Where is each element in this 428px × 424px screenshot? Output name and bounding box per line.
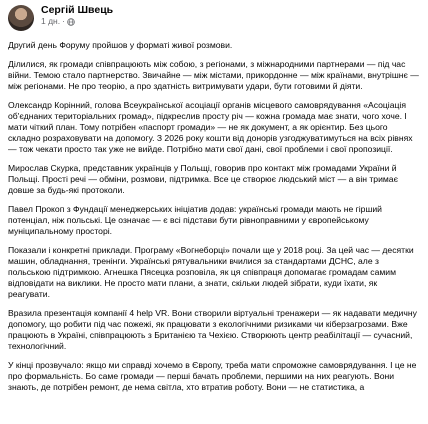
post-paragraph-2: Ділилися, як громади співпрацюють між собою, з регіонами, з міжнародними партнерами — під час війни. Темою стало партнерство. Звичайне — між містами, прикордонне — між країнами, внутрішнє — між регіонами. Не про теорію, а про здатність витримувати удари, бути готовими й діяти. bbox=[8, 59, 419, 91]
post-header bbox=[8, 4, 420, 34]
post-paragraph-4: Мирослав Скурка, представник українців у Польщі, говорив про контакт між громадами України й Польщі. Прості речі — обміни, розмови, підтримка. Все це створює людський міст — а він тримає довше за будь-які протоколи. bbox=[8, 163, 398, 195]
separator-dot: · bbox=[62, 16, 65, 27]
post-meta bbox=[41, 4, 113, 27]
author-name[interactable]: Сергій Швець bbox=[41, 4, 114, 16]
post-paragraph-1: Другий день Форуму пройшов у форматі живої розмови. bbox=[8, 40, 233, 50]
post-body bbox=[8, 40, 420, 393]
post-paragraph-6: Показали і конкретні приклади. Програму «Вогнеборці» почали ще у 2018 році. За цей час — десятки машин, обладнання, тренінги. Українські рятувальники вчилися за стандартами ДСНС, але з польською підтримкою. Агнешка Пясецка розповіла, як ця співпраця допомагає громадам самим відповідати на виклики. Не просто мати плани, а знати, скільки людей зібрати, куди їхати, як реагувати. bbox=[8, 245, 414, 299]
post-time[interactable]: 1 дн. bbox=[41, 16, 61, 27]
post-paragraph-5: Павел Прокоп з Фундації менеджерських ініціатив додав: українські громади мають не гірший потенціал, ніж польські. Це означає — є всі підстави бути рівноправними у європейському муніципальному просторі. bbox=[8, 204, 382, 236]
globe-icon bbox=[67, 18, 75, 26]
post-paragraph-8: У кінці прозвучало: якщо ми справді хочемо в Європу, треба мати спроможне самоврядування. І це не про формальність. Бо саме громади — перші бачать проблеми, першими на них реагують. Вони знають, де потрібен ремонт, де нема світла, хто втратив роботу. Вони — не статистика, а bbox=[8, 360, 417, 392]
post-paragraph-7: Вразила презентація компанії 4 help VR. Вони створили віртуальні тренажери — як надавати медичну допомогу, що робити під час пожежі, як працювати з екологічними ризиками чи кіберзагрозами. Вже працюють в Україні, співпрацюють з Британією та Чехією. Створюють центр реабілітації — сучасний, технологічний. bbox=[8, 308, 417, 351]
avatar[interactable] bbox=[8, 5, 34, 31]
post-subline bbox=[41, 17, 113, 27]
post-paragraph-3: Олександр Корінний, голова Всеукраїнської асоціації органів місцевого самоврядування «Асоціація об'єднаних територіальних громад», підкреслив просту річ — кожна громада має знати, чого хоче. І мати чіткий план. Тому потрібен «паспорт громади» — не як документ, а як орієнтир. Без цього складно розраховувати на допомогу. З 2026 року кошти від донорів узгоджуватимуться на всіх рівнях — тож чекати просто так уже не вийде. Потрібно мати свої дані, свої проблеми і свої пропозиції. bbox=[8, 100, 413, 154]
